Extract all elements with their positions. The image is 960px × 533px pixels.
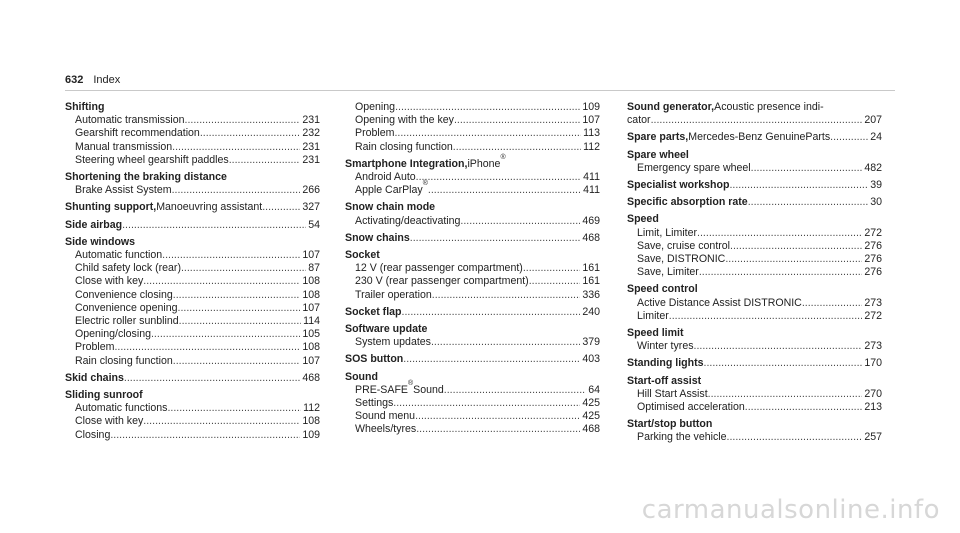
dot-leader [167, 402, 301, 415]
index-entry [627, 283, 882, 323]
sub-entry [65, 275, 320, 288]
entry-text: Closing [75, 428, 111, 441]
dot-leader [651, 114, 863, 127]
entry-main [627, 149, 882, 162]
entry-main [345, 249, 600, 262]
page-ref: 54 [308, 218, 320, 231]
sub-entry [627, 310, 882, 323]
dot-leader [431, 336, 580, 349]
sub-entry [627, 431, 882, 444]
entry-main [345, 353, 600, 366]
index-entry [627, 418, 882, 444]
entry-text: Electric roller sunblind [75, 315, 179, 328]
entry-text: Automatic functions [75, 402, 168, 415]
entry-main [627, 179, 882, 192]
entry-heading: Sound generator, [627, 101, 715, 113]
page-ref: 272 [864, 226, 882, 239]
index-entry [65, 372, 320, 385]
page-ref: 39 [870, 179, 882, 192]
entry-main [627, 357, 882, 370]
index-entry [345, 101, 600, 154]
entry-continuation [627, 114, 882, 127]
page-ref: 257 [864, 431, 882, 444]
page-ref: 109 [582, 101, 600, 113]
dot-leader [444, 384, 586, 397]
dot-leader [727, 431, 863, 444]
dot-leader [179, 315, 301, 328]
dot-leader [181, 262, 306, 275]
entry-text: Opening/closing [75, 328, 151, 341]
index-entry [345, 353, 600, 366]
index-entry [345, 201, 600, 227]
dot-leader [745, 401, 863, 414]
page-ref: 30 [870, 196, 882, 209]
index-entry [65, 389, 320, 442]
entry-text: Activating/deactivating [355, 214, 461, 227]
dot-leader [523, 262, 581, 275]
index-entry [65, 201, 320, 214]
registered-mark: ® [500, 153, 506, 161]
entry-text: Save, Limiter [637, 266, 699, 279]
page-ref: 231 [302, 153, 320, 166]
sub-entry [627, 340, 882, 353]
page-ref: 112 [303, 402, 320, 415]
dot-leader [699, 266, 862, 279]
entry-text: Gearshift recommendation [75, 127, 200, 140]
entry-main [627, 196, 882, 209]
dot-leader [694, 340, 863, 353]
sub-entry [627, 297, 882, 310]
entry-heading: Spare parts, [627, 131, 689, 144]
sub-entry [65, 429, 320, 442]
dot-leader [416, 423, 580, 436]
dot-leader [395, 101, 580, 114]
page-ref: 24 [870, 131, 882, 144]
entry-main [345, 232, 600, 245]
page-ref: 213 [864, 401, 882, 414]
page-ref: 113 [583, 127, 600, 140]
index-entry [345, 249, 600, 302]
entry-heading: Sound [345, 370, 378, 383]
header-divider [65, 90, 895, 91]
dot-leader [529, 275, 581, 288]
entry-text: Hill Start Assist [637, 387, 708, 400]
dot-leader [122, 219, 306, 232]
entry-text: System updates [355, 336, 431, 349]
sub-entry [65, 328, 320, 341]
page-ref: 270 [864, 387, 882, 400]
entry-main [345, 201, 600, 214]
page-ref: 107 [302, 249, 320, 262]
entry-text: Problem [355, 127, 395, 140]
entry-text: Problem [75, 341, 115, 354]
entry-heading: Start/stop button [627, 418, 713, 431]
dot-leader [143, 415, 300, 428]
page-ref: 114 [303, 315, 320, 328]
index-entry [627, 357, 882, 370]
entry-heading: Specific absorption rate [627, 196, 748, 209]
entry-text: Optimised acceleration [637, 401, 745, 414]
page-ref: 411 [583, 184, 600, 197]
watermark: carmanualsonline.info [641, 495, 940, 525]
entry-heading: Side airbag [65, 218, 123, 231]
entry-text: PRE-SAFE [355, 383, 408, 396]
page-ref: 276 [864, 239, 882, 252]
page-ref: 327 [302, 201, 320, 214]
sub-entry [627, 266, 882, 279]
index-entry [65, 101, 320, 167]
sub-entry [345, 275, 600, 288]
dot-leader [669, 310, 863, 323]
entry-text: iPhone [467, 157, 501, 170]
entry-text: Save, cruise control [637, 239, 731, 252]
index-entry [65, 236, 320, 368]
dot-leader [460, 215, 580, 228]
index-entry [627, 101, 882, 127]
entry-text: Active Distance Assist DISTRONIC [637, 296, 802, 309]
dot-leader [110, 429, 300, 442]
entry-heading: Start-off assist [627, 374, 702, 387]
page-ref: 482 [864, 161, 882, 174]
sub-entry [627, 240, 882, 253]
dot-leader [416, 171, 581, 184]
page-ref: 232 [302, 127, 320, 140]
page-ref: 231 [302, 114, 320, 127]
dot-leader [262, 201, 300, 214]
index-entry [345, 232, 600, 245]
index-entry [345, 323, 600, 349]
entry-heading: Speed limit [627, 327, 684, 340]
dot-leader [802, 297, 862, 310]
sub-entry [345, 423, 600, 436]
sub-entry [65, 402, 320, 415]
dot-leader [172, 141, 300, 154]
dot-leader [151, 328, 300, 341]
dot-leader [729, 179, 868, 192]
registered-mark: ® [422, 180, 428, 188]
dot-leader [697, 227, 862, 240]
entry-main [65, 201, 320, 214]
page-ref: 276 [864, 253, 882, 266]
entry-text: Manoeuvring assistant [156, 201, 263, 214]
dot-leader [730, 240, 862, 253]
entry-text: Limiter [637, 309, 669, 322]
entry-heading: Skid chains [65, 371, 124, 384]
index-entry [65, 171, 320, 197]
entry-main [65, 219, 320, 232]
entry-text: Acoustic presence indi- [714, 101, 824, 113]
index-entry [627, 213, 882, 279]
page-ref: 108 [302, 288, 320, 301]
dot-leader [143, 275, 300, 288]
sub-entry [345, 397, 600, 410]
entry-heading: Standing lights [627, 357, 704, 370]
page-ref: 170 [864, 357, 882, 370]
sub-entry [65, 249, 320, 262]
dot-leader [162, 249, 300, 262]
sub-entry [627, 227, 882, 240]
entry-heading: Snow chains [345, 231, 410, 244]
entry-main [65, 236, 320, 249]
sub-entry [65, 114, 320, 127]
dot-leader [708, 388, 863, 401]
page-ref: 107 [302, 354, 320, 367]
sub-entry [65, 315, 320, 328]
entry-heading: Shunting support, [65, 201, 157, 214]
dot-leader [393, 397, 580, 410]
sub-entry [627, 162, 882, 175]
page-ref: 425 [582, 397, 600, 410]
page-ref: 108 [302, 415, 320, 428]
entry-heading: Snow chain mode [345, 201, 436, 214]
dot-leader [178, 302, 301, 315]
entry-heading: Side windows [65, 235, 136, 248]
entry-main [627, 213, 882, 226]
entry-heading: SOS button [345, 353, 404, 366]
dot-leader [200, 127, 300, 140]
page-ref: 87 [308, 262, 320, 275]
page-ref: 272 [864, 309, 882, 322]
sub-entry [627, 388, 882, 401]
entry-heading: Smartphone Integration, [345, 157, 468, 170]
index-column-3 [627, 101, 882, 449]
sub-entry [345, 127, 600, 140]
dot-leader [704, 357, 863, 370]
sub-entry [345, 101, 600, 114]
dot-leader [173, 289, 301, 302]
entry-main [65, 389, 320, 402]
entry-text: Close with key [75, 275, 144, 288]
dot-leader [454, 114, 580, 127]
entry-text: Opening with the key [355, 114, 454, 127]
page-ref: 468 [582, 423, 600, 436]
dot-leader [172, 184, 301, 197]
page-ref: 109 [302, 428, 320, 441]
dot-leader [453, 141, 581, 154]
page-ref: 105 [302, 328, 320, 341]
index-entry [345, 371, 600, 437]
page-ref: 266 [302, 184, 320, 197]
entry-heading: Spare wheel [627, 148, 689, 161]
index-entry [345, 153, 600, 198]
page-ref: 107 [302, 301, 320, 314]
entry-heading: Sliding sunroof [65, 389, 143, 402]
entry-text: Convenience opening [75, 301, 178, 314]
section-title: Index [93, 74, 121, 86]
entry-heading: Speed control [627, 283, 698, 296]
entry-main [627, 131, 882, 144]
entry-main [65, 101, 320, 114]
entry-heading: Socket flap [345, 305, 402, 318]
entry-heading: Shifting [65, 101, 105, 113]
dot-leader [725, 253, 862, 266]
entry-text: Android Auto [355, 171, 416, 184]
entry-text: Sound menu [355, 410, 416, 423]
sub-entry [65, 127, 320, 140]
sub-entry [65, 154, 320, 167]
page-ref: 240 [582, 305, 600, 318]
entry-text: Trailer operation [355, 288, 432, 301]
entry-text: Brake Assist System [75, 184, 172, 197]
dot-leader [428, 184, 581, 197]
entry-text: 230 V (rear passenger compartment) [355, 275, 529, 288]
page-ref: 468 [302, 371, 320, 384]
dot-leader [229, 154, 301, 167]
entry-heading: Socket [345, 249, 380, 262]
sub-entry [345, 336, 600, 349]
entry-main [65, 372, 320, 385]
entry-text: Manual transmission [75, 140, 173, 153]
entry-text: Rain closing function [75, 354, 173, 367]
entry-text: Convenience closing [75, 288, 173, 301]
sub-entry [345, 215, 600, 228]
dot-leader [124, 372, 300, 385]
entry-heading: Shortening the braking distance [65, 171, 227, 184]
page-ref: 161 [582, 275, 600, 288]
page-ref: 403 [582, 353, 600, 366]
dot-leader [751, 162, 863, 175]
entry-text: Close with key [75, 415, 144, 428]
page-number: 632 [65, 74, 84, 86]
entry-main [345, 153, 600, 171]
index-entry [345, 306, 600, 319]
entry-text: Settings [355, 397, 394, 410]
index-entry [627, 149, 882, 175]
sub-entry [345, 114, 600, 127]
entry-text: Limit, Limiter [637, 226, 698, 239]
index-column-2 [345, 101, 600, 441]
page-ref: 108 [302, 275, 320, 288]
page-ref: 469 [582, 214, 600, 227]
entry-main [627, 283, 882, 296]
dot-leader [402, 306, 581, 319]
dot-leader [403, 353, 580, 366]
sub-entry [65, 184, 320, 197]
sub-entry [345, 180, 600, 197]
entry-text: Child safety lock (rear) [75, 262, 181, 275]
page-ref: 276 [864, 266, 882, 279]
sub-entry [345, 410, 600, 423]
sub-entry [345, 141, 600, 154]
entry-main [345, 306, 600, 319]
entry-text: Automatic transmission [75, 114, 185, 127]
entry-heading: Speed [627, 213, 659, 226]
entry-text: Emergency spare wheel [637, 161, 751, 174]
entry-main [627, 418, 882, 431]
page-ref: 379 [582, 336, 600, 349]
entry-text: Sound [413, 383, 444, 396]
sub-entry [65, 302, 320, 315]
dot-leader [415, 410, 580, 423]
entry-text: 12 V (rear passenger compartment) [355, 262, 523, 275]
page-ref: 108 [302, 341, 320, 354]
index-entry [627, 179, 882, 192]
index-entry [627, 196, 882, 209]
sub-entry [65, 262, 320, 275]
entry-text: Wheels/tyres [355, 423, 417, 436]
page-ref: 273 [864, 296, 882, 309]
entry-text: Steering wheel gearshift paddles [75, 153, 229, 166]
index-entry [65, 219, 320, 232]
dot-leader [114, 341, 300, 354]
dot-leader [432, 289, 581, 302]
entry-main [345, 371, 600, 384]
entry-heading: Specialist workshop [627, 179, 730, 192]
entry-text: Apple CarPlay [355, 184, 423, 197]
page-ref: 425 [582, 410, 600, 423]
page-ref: 161 [582, 262, 600, 275]
sub-entry [65, 415, 320, 428]
dot-leader [748, 196, 869, 209]
page-ref: 468 [582, 231, 600, 244]
dot-leader [394, 127, 581, 140]
entry-main [627, 101, 882, 114]
dot-leader [173, 355, 301, 368]
entry-main [345, 323, 600, 336]
dot-leader [410, 232, 581, 245]
page-ref: 107 [582, 114, 600, 127]
page-ref: 273 [864, 340, 882, 353]
entry-text: Save, DISTRONIC [637, 253, 726, 266]
entry-text: Opening [355, 101, 396, 113]
dot-leader [830, 131, 868, 144]
page-ref: 231 [302, 140, 320, 153]
page-ref: 207 [864, 114, 882, 127]
index-entry [627, 327, 882, 353]
index-column-1 [65, 101, 320, 446]
sub-entry [345, 379, 600, 397]
page-ref: 336 [582, 288, 600, 301]
entry-text: Rain closing function [355, 140, 453, 153]
sub-entry [345, 289, 600, 302]
dot-leader [185, 114, 301, 127]
entry-heading: Software update [345, 323, 428, 336]
entry-text: Mercedes-Benz GenuineParts [688, 131, 831, 144]
page-ref: 64 [588, 383, 600, 396]
entry-main [627, 375, 882, 388]
entry-text: Automatic function [75, 249, 163, 262]
sub-entry [345, 262, 600, 275]
index-entry [627, 131, 882, 144]
sub-entry [65, 355, 320, 368]
page-header [65, 74, 120, 86]
page-ref: 411 [583, 171, 600, 184]
page-ref: 112 [583, 140, 600, 153]
sub-entry [65, 341, 320, 354]
sub-entry [65, 141, 320, 154]
sub-entry [627, 401, 882, 414]
entry-text: cator [627, 114, 651, 127]
sub-entry [345, 171, 600, 184]
entry-text: Parking the vehicle [637, 431, 727, 444]
entry-main [627, 327, 882, 340]
registered-mark: ® [407, 379, 414, 387]
sub-entry [627, 253, 882, 266]
sub-entry [65, 289, 320, 302]
entry-text: Winter tyres [637, 340, 694, 353]
index-entry [627, 375, 882, 415]
entry-main [65, 171, 320, 184]
